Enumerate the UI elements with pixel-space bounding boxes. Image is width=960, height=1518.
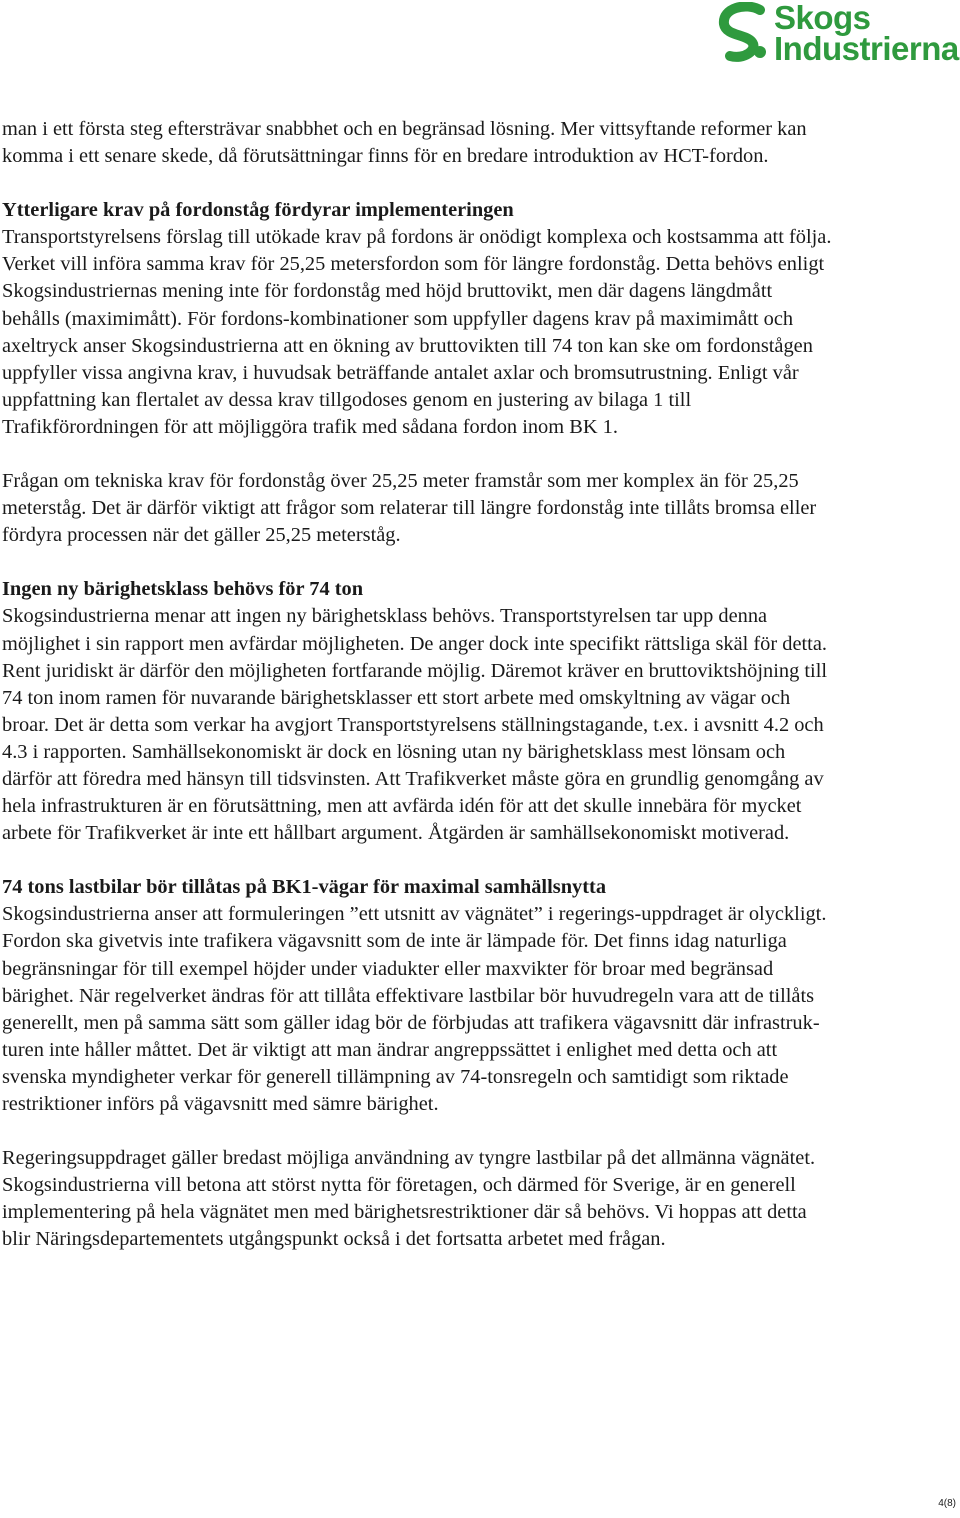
closing-paragraph: Regeringsuppdraget gäller bredast möjliga användning av tyngre lastbilar på det allmänna vägnätet. Skogsindustrierna vill betona att störst nytta för företagen, och därmed för Sverige, är en generell implementering på hela vägnätet men med bärighetsrestriktioner där så behövs. Vi hoppas att detta blir Näringsdepartementets utgångspunkt också i det fortsatta arbetet med frågan.: [2, 1147, 816, 1251]
section-paragraph: Transportstyrelsens förslag till utökade krav på fordons är onödigt komplexa och kostsamma att följa. Verket vill införa samma krav för 25,25 metersfordon som för längre fordonståg. Detta behövs enligt Skogsindustriernas mening inte för fordonståg med höjd bruttovikt, men där dagens längdmått behålls (maximimått). För fordons-kombinationer som uppfyller dagens krav på maximimått och axeltryck anser Skogsindustrierna att en ökning av bruttovikten till 74 ton kan ske om fordonstågen uppfyller vissa angivna krav, i huvudsak beträffande antalet axlar och bromsutrustning. Enligt vår uppfattning kan flertalet av dessa krav tillgodoses genom en justering av bilaga 1 till Trafikförordningen för att möjliggöra trafik med sådana fordon inom BK 1.: [2, 226, 832, 438]
skogsindustrierna-s-icon: [716, 2, 774, 68]
section-paragraph: Frågan om tekniska krav för fordonståg över 25,25 meter framstår som mer komplex än för 25,25 meterståg. Det är därför viktigt att frågor som relaterar till längre fordonståg inte tillåts bromsa eller fördyra processen när det gäller 25,25 meterståg.: [2, 470, 817, 547]
page-number: 4(8): [938, 1498, 956, 1509]
section-heading-bearing-class: Ingen ny bärighetsklass behövs för 74 ton: [2, 578, 364, 601]
logo-line-1: Skogs: [774, 0, 871, 36]
document-body: [2, 116, 832, 1280]
section-paragraph: Skogsindustrierna menar att ingen ny bärighetsklass behövs. Transportstyrelsen tar upp denna möjlighet i sin rapport men avfärdar möjligheten. De anger dock inte specifikt rättsliga skäl för detta. Rent juridiskt är därför den möjligheten fortfarande möjlig. Däremot kräver en bruttoviktshöjning till 74 ton inom ramen för nuvarande bärighetsklasser ett stort arbete med omskyltning av vägar och broar. Det är detta som verkar ha avgjort Transportstyrelsens ställningstagande, t.ex. i avsnitt 4.2 och 4.3 i rapporten. Samhällsekonomiskt är dock en lösning utan ny bärighetsklass mest lönsam och därför att föredra med hänsyn till tidsvinsten. Att Trafikverket måste göra en grundlig genomgång av hela infrastrukturen är en förutsättning, men att avfärda idén för att det skulle innebära för mycket arbete för Trafikverket är inte ett hållbart argument. Åtgärden är samhällsekonomiskt motiverad.: [2, 605, 828, 845]
section-heading-extra-requirements: Ytterligare krav på fordonståg fördyrar implementeringen: [2, 199, 514, 222]
section-paragraph: Skogsindustrierna anser att formuleringen ”ett utsnitt av vägnätet” i regerings-uppdraget är olyckligt. Fordon ska givetvis inte trafikera vägavsnitt som de inte är lämpade för. Det finns idag naturliga begränsningar för till exempel höjder under viadukter eller maxvikter för broar med begränsad bärighet. När regelverket ändras för att tillåta effektivare lastbilar bör huvudregeln vara att de tillåts generellt, men på samma sätt som gäller idag bör de förbjudas att trafikera vägavsnitt där infrastruk-turen inte håller måttet. Det är viktigt att man ändrar angreppssättet i enlighet med detta och att svenska myndigheter verkar för generell tillämpning av 74-tonsregeln och samtidigt som riktade restriktioner införs på vägavsnitt med sämre bärighet.: [2, 903, 827, 1115]
company-logo: [716, 0, 959, 68]
logo-line-2: Industrierna: [774, 30, 959, 67]
logo-wordmark: [774, 0, 959, 67]
intro-paragraph: man i ett första steg eftersträvar snabbhet och en begränsad lösning. Mer vittsyftande reformer kan komma i ett senare skede, då förutsättningar finns för en bredare introduktion av HCT-fordon.: [2, 118, 807, 168]
section-heading-bk1-roads: 74 tons lastbilar bör tillåtas på BK1-vägar för maximal samhällsnytta: [2, 876, 607, 899]
